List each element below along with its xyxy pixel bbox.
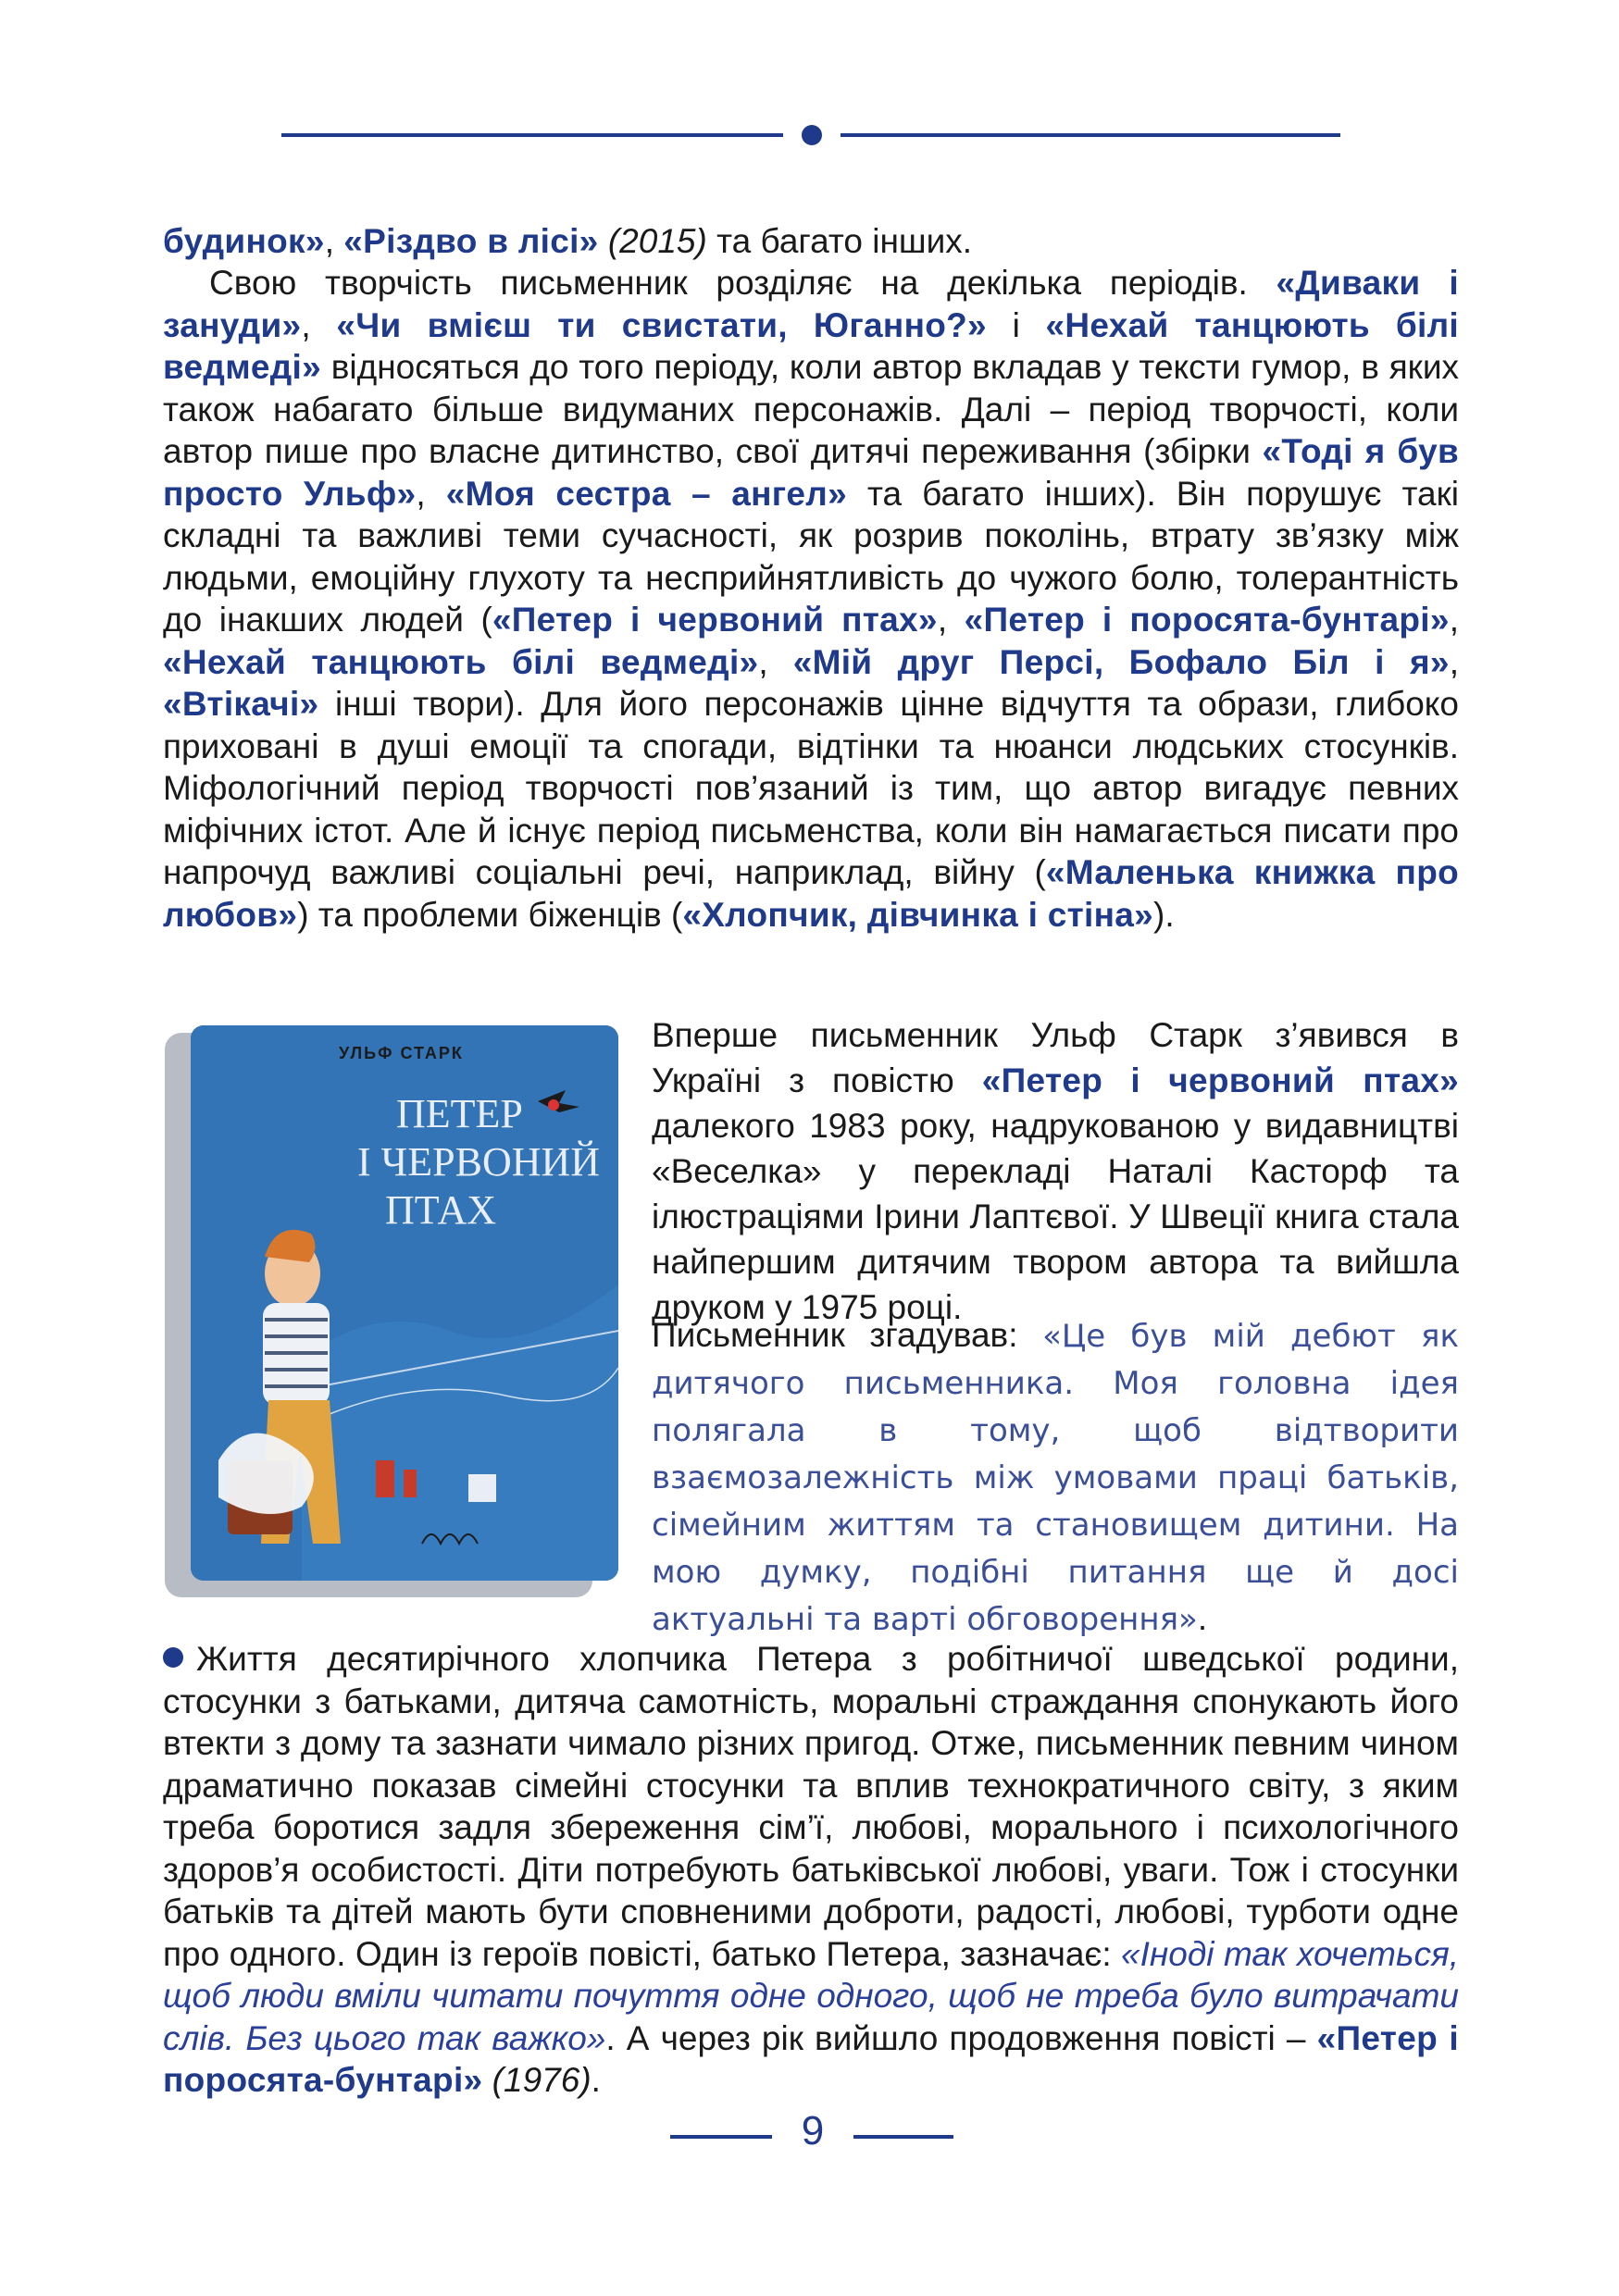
book-title: будинок» [163,222,325,260]
text: і [986,305,1046,344]
text: далекого 1983 року, надрукованою у видавництві «Веселка» у перекладі Наталі Касторф та ілюстраціями Ірини Лаптєвої. У Швеції книга стала найпершим дитячим твором автора та вийшла друком у 1975 році. [652,1107,1459,1326]
book-title: «Різдво в лісі» [343,222,599,260]
book-title: «Хлопчик, дівчинка і стіна» [682,895,1154,934]
header-dot [802,125,822,145]
paragraph-periods [163,262,1459,936]
cover-author: УЛЬФ СТАРК [339,1044,464,1062]
text: , [416,474,446,513]
text: , [324,222,344,260]
text: . [591,2061,601,2099]
text: відносяться до того періоду, коли автор вкладав у тексти гумор, в яких також набагато більше видуманих персонажів. Далі – період творчості, коли автор пише про власне дитинство, свої дитячі переживання (збірки [163,348,1459,470]
header-rule-right [841,133,1340,137]
paragraph-continuation [163,220,1459,263]
book-title: «Нехай танцюють білі ведмеді» [163,642,759,681]
text: , [937,601,965,639]
book-title: «Диваки і зануди» [163,264,1460,344]
cover-title-line1: ПЕТЕР [396,1091,523,1136]
book-cover-image [165,1025,618,1599]
character-quote: «Іноді так хочеться, щоб люди вміли читати почуття одне одного, щоб не треба було витрачати слів. Без цього так важко» [163,1934,1459,2057]
header-rule-left [281,133,783,137]
text: Вперше письменник Ульф Старк з’явився в Україні з повістю [652,1016,1459,1099]
text: , [301,305,337,344]
text: Свою творчість письменник розділяє на декілька періодів. [209,264,1277,302]
year: (2015) [598,222,707,260]
text: Життя десятирічного хлопчика Петера з робітничої шведської родини, стосунки з батьками, дитяча самотність, моральні страждання спонукають його втекти з дому та зазнати чимало різних пригод. Отже, письменник певним чином драматично показав сімейні стосунки та вплив технократичного світу, з яким треба боротися задля збереження сім’ї, любові, морального і психологічного здоров’я особистості. Діти потребують батьківської любові, уваги. Тож і стосунки батьків та дітей мають бути сповненими доброти, радості, любові, турботи одне про одного. Один із героїв повісті, батько Петера, зазначає: [163,1640,1459,1973]
bullet-icon [163,1647,183,1668]
book-title: «Петер і червоний птах» [492,601,938,639]
book-title: «Чи вмієш ти свистати, Юганно?» [336,305,987,344]
text: , [1449,642,1460,681]
page-number: 9 [801,2108,825,2153]
book-title: «Петер і поросята-бунтарі» [163,2018,1459,2099]
book-title: «Маленька книжка про любов» [163,853,1459,934]
cover-title-line3: ПТАХ [385,1187,497,1233]
cover-illustration [191,1025,618,1581]
text: інші твори). Для його персонажів цінне відчуття та образи, глибоко приховані в душі емоції та спогади, відтінки та нюанси людських стосунків. Міфологічний період творчості пов’язаний із тим, що автор вигадує певних міфічних істот. Але й існує період письменства, коли він намагається писати про напрочуд важливі соціальні речі, наприклад, війну ( [163,685,1459,891]
book-title: «Петер і поросята-бунтарі» [964,601,1450,639]
text: , [1449,601,1460,639]
book-title: «Петер і червоний птах» [981,1061,1459,1099]
year: (1976) [482,2061,592,2099]
author-quote: «Це був мій дебют як дитячого письменника. Моя головна ідея полягала в тому, щоб відтворити взаємозалежність між умовами праці батьків, сімейним життям та становищем дитини. На мою думку, подібні питання ще й досі актуальні та варті обговорення» [652,1318,1459,1638]
text: Письменник згадував: [652,1316,1043,1354]
book-cover [191,1025,618,1581]
text: . А через рік вийшло продовження повісті – [605,2018,1317,2057]
paragraph-story-summary [163,1638,1459,2102]
paragraph-first-publication [652,1012,1459,1330]
text: та багато інших). Він порушує такі складні та важливі теми сучасності, як розрив поколінь, втрату зв’язку між людьми, емоційну глухоту та несприйнятливість до чужого болю, толерантність до інакших людей ( [163,474,1460,639]
book-title: «Мій друг Персі, Бофало Біл і я» [792,642,1450,681]
book-title: «Тоді я був просто Ульф» [163,432,1459,513]
footer-rule-left [670,2135,772,2139]
text: ). [1153,895,1175,934]
book-title: «Втікачі» [163,685,319,723]
text: . [1197,1599,1208,1637]
book-title: «Нехай танцюють білі ведмеді» [163,305,1460,386]
text: ) та проблеми біженців ( [297,895,683,934]
text: та багато інших. [706,222,973,260]
paragraph-author-quote [652,1312,1459,1643]
book-title: «Моя сестра – ангел» [445,474,847,513]
footer-rule-right [853,2135,953,2139]
cover-title-line2: І ЧЕРВОНИЙ [357,1139,601,1185]
text: , [758,642,793,681]
